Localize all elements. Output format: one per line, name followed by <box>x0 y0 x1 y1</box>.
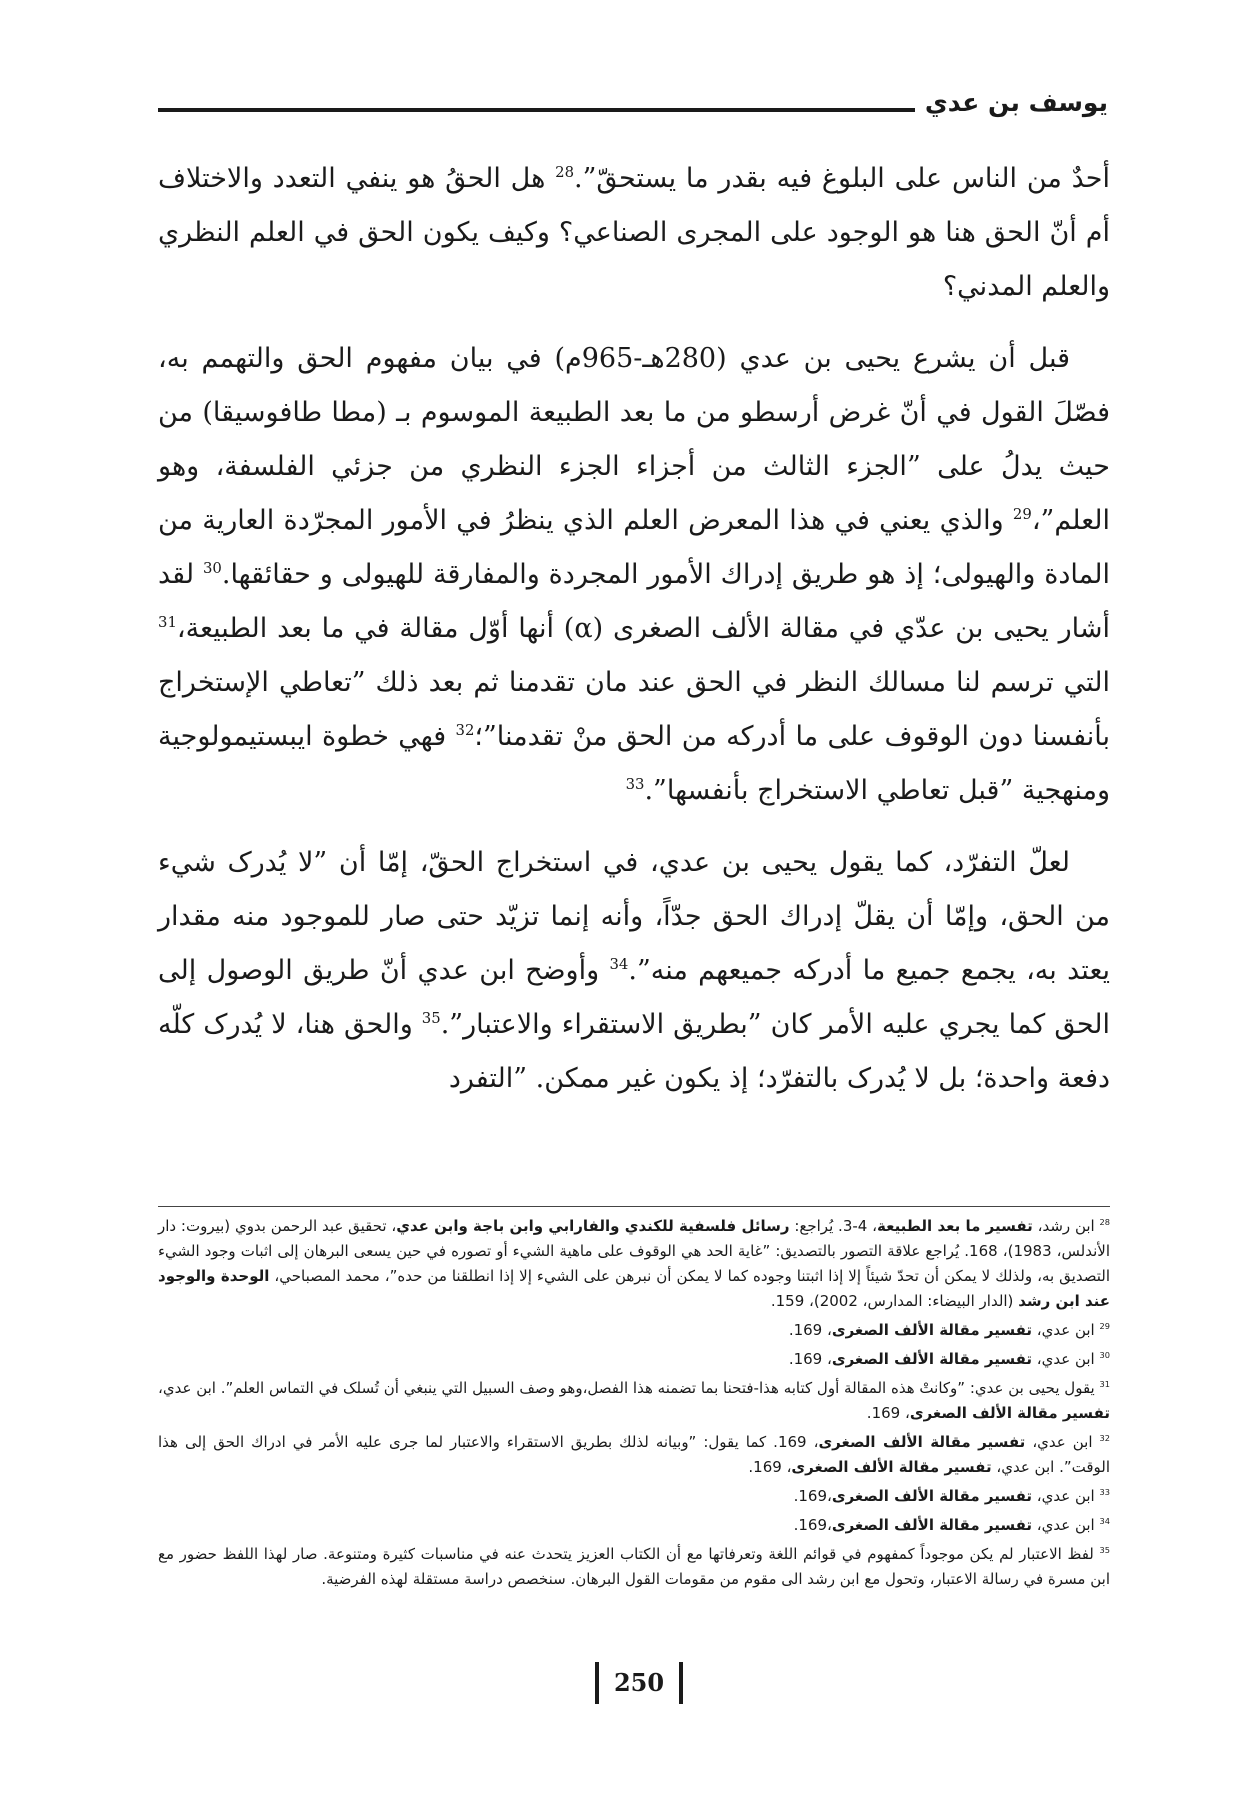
footnote <box>158 1376 1110 1426</box>
body-text <box>158 152 1110 1124</box>
text-run: ، 169. <box>788 1350 832 1368</box>
book-title: تفسير مقالة الألف الصغرى <box>831 1516 1033 1534</box>
footnote <box>158 1542 1110 1592</box>
text-run: ، 169. <box>788 1321 832 1339</box>
footnote <box>158 1484 1110 1509</box>
footnote-marker: 34 <box>1099 1516 1110 1526</box>
text-run: يقول يحيى بن عدي: ”وكانتْ هذه المقالة أول كتابه هذا-فتحنا بما تضمنه هذا الفصل،وهو وصف السبيل التي ينبغي أن تُسلک في التماس العلم”. ابن عدي، <box>158 1379 1100 1397</box>
book-title: تفسير مقالة الألف الصغرى <box>831 1487 1033 1505</box>
text-run: التي ترسم لنا مسالك النظر في الحق عند مان تقدمنا ثم بعد ذلك ”تعاطي الإستخراج بأنفسنا دون الوقوف على ما أدركه من الحق منْ تقدمنا”؛ <box>158 667 1110 752</box>
book-title: تفسير مقالة الألف الصغرى <box>909 1404 1110 1422</box>
text-run: ابن عدي، <box>1025 1433 1100 1451</box>
text-run: ابن عدي، <box>1032 1321 1100 1339</box>
text-run: لعلّ التفرّد، كما يقول يحيى بن عدي، في استخراج الحقّ، إمّا أن ”لا يُدرک شيء من الحق، وإمّا أن يقلّ إدراك الحق جدّاً، وأنه إنما تزيّد حتى صار للموجود منه مقدار يعتد به، يجمع جميع ما أدركه جميعهم منه”. <box>158 847 1110 986</box>
text-run: ابن رشد، <box>1032 1217 1100 1235</box>
text-run: ، تحقيق عبد الرحمن بدوي (بيروت: دار الأندلس، 1983)، 168. يُراجع علاقة التصور بالتصديق: ”غاية الحد هي الوقوف على ماهية الشيء أو تصوره في حين يسعى البرهان إلى اثبات وجود الشيء التصديق به، ولذلك لا يمكن أن تحدّ شيئاً إلا إذا اثبتنا وجوده كما لا يمكن أن نبرهن على الشيء إلا إذا انطلقنا من حده”، محمد المصباحي، <box>158 1217 1110 1285</box>
text-run: ابن عدي، <box>1032 1516 1100 1534</box>
text-run: ،169. <box>793 1516 832 1534</box>
text-run: ابن عدي، <box>1032 1487 1100 1505</box>
book-title: تفسير مقالة الألف الصغرى <box>791 1458 992 1476</box>
book-title: رسائل فلسفية للكندي والفارابي وابن باجة وابن عدي <box>396 1217 790 1235</box>
book-title: تفسير مقالة الألف الصغرى <box>831 1321 1033 1339</box>
book-title: الوحدة والوجود عند ابن رشد <box>158 1267 1110 1310</box>
footnote-marker: 35 <box>1099 1545 1110 1555</box>
footnote-marker: 29 <box>1012 505 1032 523</box>
footnote <box>158 1430 1110 1480</box>
footnote-marker: 35 <box>421 1009 441 1027</box>
text-run: وأوضح ابن عدي أنّ طريق الوصول إلى الحق كما يجري عليه الأمر كان ”بطريق الاستقراء والاعتبار”. <box>158 955 1110 1040</box>
text-run: ابن عدي، <box>1032 1350 1100 1368</box>
footnote-marker: 31 <box>1099 1379 1110 1389</box>
body-paragraph <box>158 836 1110 1106</box>
text-run: أحدٌ من الناس على البلوغ فيه بقدر ما يستحقّ”. <box>574 163 1110 194</box>
text-run: فهي خطوة ايبستيمولوجية ومنهجية ”قبل تعاطي الاستخراج بأنفسها”. <box>158 721 1110 806</box>
body-paragraph <box>158 332 1110 818</box>
footnote-marker: 33 <box>625 775 645 793</box>
text-run: قبل أن يشرع يحيى بن عدي (280هـ-965م) في بيان مفهوم الحق والتهمم به، فصّلَ القول في أنّ غرض أرسطو من ما بعد الطبيعة الموسوم بـ (مطا طافوسيقا) من حيث يدلُ على ”الجزء الثالث من أجزاء الجزء النظري من جزئي الفلسفة، وهو العلم”، <box>158 343 1110 536</box>
text-run: (الدار البيضاء: المدارس، 2002)، 159. <box>770 1292 1019 1310</box>
book-title: تفسير مقالة الألف الصغرى <box>818 1433 1026 1451</box>
text-run: ،169. <box>793 1487 832 1505</box>
footnote-marker: 29 <box>1099 1321 1110 1331</box>
page-number: 250 <box>613 1668 665 1697</box>
text-run: هل الحقُ هو ينفي التعدد والاختلاف أم أنّ الحق هنا هو الوجود على المجرى الصناعي؟ وكيف يكون الحق في العلم النظري والعلم المدني؟ <box>158 163 1110 302</box>
running-header <box>158 86 1108 126</box>
footnote-marker: 30 <box>202 559 222 577</box>
text-run: ، 169. <box>748 1458 792 1476</box>
footnote-marker: 30 <box>1099 1350 1110 1360</box>
header-title: يوسف بن عدي <box>915 86 1108 120</box>
header-rule <box>158 108 958 112</box>
footnote-marker: 31 <box>158 613 177 631</box>
footnote <box>158 1318 1110 1343</box>
footnote <box>158 1214 1110 1314</box>
page-number-box <box>595 1662 683 1704</box>
text-run: والذي يعني في هذا المعرض العلم الذي ينظرُ في الأمور المجرّدة العارية من المادة والهيولى؛ إذ هو طريق إدراك الأمور المجردة والمفارقة للهيولى و حقائقها. <box>158 505 1110 590</box>
footnote <box>158 1347 1110 1372</box>
footnote-marker: 33 <box>1099 1487 1110 1497</box>
footnote-marker: 32 <box>455 721 475 739</box>
text-run: ، 169. كما يقول: ”وبيانه لذلك بطريق الاستقراء والاعتبار لما جرى عليه الأمر في ادراك الحق إلى هذا الوقت”. ابن عدي، <box>158 1433 1110 1476</box>
footnote-marker: 32 <box>1099 1433 1110 1443</box>
text-run: لقد أشار يحيى بن عدّي في مقالة الألف الصغرى (α) أنها أوّل مقالة في ما بعد الطبيعة، <box>158 559 1110 644</box>
book-title: تفسير مقالة الألف الصغرى <box>831 1350 1033 1368</box>
footnote-marker: 28 <box>555 163 575 181</box>
footnote <box>158 1513 1110 1538</box>
footnotes <box>158 1214 1110 1596</box>
footnote-marker: 28 <box>1099 1217 1111 1227</box>
footnote-separator <box>158 1206 1110 1207</box>
book-title: تفسير ما بعد الطبيعة <box>877 1217 1033 1235</box>
footnote-marker: 34 <box>609 955 629 973</box>
text-run: ، 169. <box>866 1404 910 1422</box>
text-run: لفظ الاعتبار لم يكن موجوداً كمفهوم في قوائم اللغة وتعرفاتها مع أن الكتاب العزيز يتحدث عنه في مناسبات كثيرة ومتنوعة. صار لهذا اللفظ حضور مع ابن مسرة في رسالة الاعتبار، وتحول مع ابن رشد الى مقوم من مقومات القول البرهان. سنخصص دراسة مستقلة لهذه الفرضية. <box>158 1545 1110 1588</box>
text-run: ، 4-3. يُراجع: <box>789 1217 877 1235</box>
body-paragraph <box>158 152 1110 314</box>
text-run: والحق هنا، لا يُدرک كلّه دفعة واحدة؛ بل لا يُدرک بالتفرّد؛ إذ يكون غير ممكن. ”التفرد <box>158 1009 1110 1094</box>
